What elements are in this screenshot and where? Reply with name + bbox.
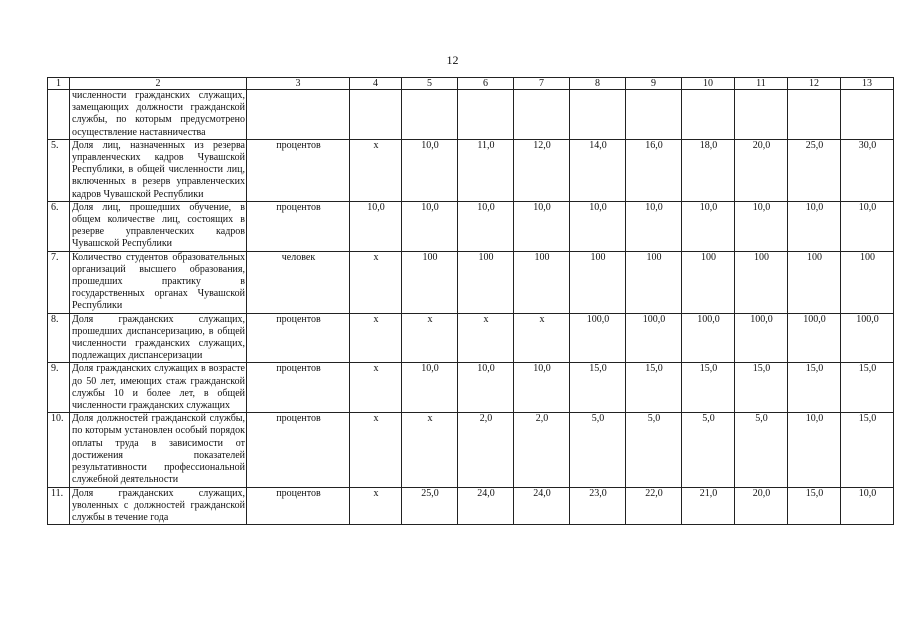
value-cell: 5,0: [682, 413, 735, 487]
value-cell: 10,0: [841, 487, 894, 525]
value-cell: [682, 90, 735, 140]
value-cell: 10,0: [458, 363, 514, 413]
table-body: [48, 78, 894, 525]
column-number-cell: 7: [514, 78, 570, 90]
value-cell: 11,0: [458, 139, 514, 201]
value-cell: 100: [841, 251, 894, 313]
value-cell: 100,0: [788, 313, 841, 363]
value-cell: 10,0: [788, 413, 841, 487]
value-cell: 100: [682, 251, 735, 313]
value-cell: x: [402, 313, 458, 363]
value-cell: 21,0: [682, 487, 735, 525]
column-number-cell: 2: [70, 78, 247, 90]
value-cell: [735, 90, 788, 140]
value-cell: 100: [514, 251, 570, 313]
table-row: [48, 201, 894, 251]
value-cell: 100: [788, 251, 841, 313]
value-cell: 10,0: [458, 201, 514, 251]
value-cell: 10,0: [841, 201, 894, 251]
row-number-cell: 6.: [48, 201, 70, 251]
unit-cell: процентов: [247, 139, 350, 201]
value-cell: 15,0: [841, 413, 894, 487]
value-cell: 10,0: [570, 201, 626, 251]
value-cell: 100: [458, 251, 514, 313]
value-cell: 10,0: [402, 201, 458, 251]
table-row: [48, 363, 894, 413]
row-number-cell: 11.: [48, 487, 70, 525]
value-cell: 15,0: [788, 363, 841, 413]
value-cell: 22,0: [626, 487, 682, 525]
value-cell: x: [350, 313, 402, 363]
row-number-cell: 7.: [48, 251, 70, 313]
value-cell: 15,0: [626, 363, 682, 413]
table-row: [48, 251, 894, 313]
value-cell: x: [402, 413, 458, 487]
row-number-cell: 8.: [48, 313, 70, 363]
value-cell: x: [350, 251, 402, 313]
column-number-cell: 10: [682, 78, 735, 90]
value-cell: 18,0: [682, 139, 735, 201]
value-cell: 100: [626, 251, 682, 313]
value-cell: 15,0: [841, 363, 894, 413]
column-number-cell: 6: [458, 78, 514, 90]
indicator-description-cell: численности гражданских служащих, замещающих должности гражданской службы, по которым предусмотрено осуществление наставничества: [70, 90, 247, 140]
value-cell: 100: [402, 251, 458, 313]
indicator-description-cell: Количество студентов образовательных организаций высшего образования, прошедших практику в государственных органах Чувашской Республики: [70, 251, 247, 313]
column-number-cell: 11: [735, 78, 788, 90]
value-cell: 30,0: [841, 139, 894, 201]
value-cell: 10,0: [402, 363, 458, 413]
indicator-description-cell: Доля лиц, назначенных из резерва управленческих кадров Чувашской Республики, в общей численности лиц, включенных в резерв управленческих кадров Чувашской Республики: [70, 139, 247, 201]
table-row: [48, 487, 894, 525]
unit-cell: процентов: [247, 487, 350, 525]
value-cell: 12,0: [514, 139, 570, 201]
row-number-cell: 9.: [48, 363, 70, 413]
value-cell: 2,0: [514, 413, 570, 487]
unit-cell: [247, 90, 350, 140]
row-number-cell: 10.: [48, 413, 70, 487]
value-cell: 5,0: [735, 413, 788, 487]
value-cell: 14,0: [570, 139, 626, 201]
value-cell: [788, 90, 841, 140]
value-cell: [570, 90, 626, 140]
value-cell: [402, 90, 458, 140]
table-row: [48, 313, 894, 363]
value-cell: 10,0: [735, 201, 788, 251]
column-number-cell: 12: [788, 78, 841, 90]
value-cell: 10,0: [350, 201, 402, 251]
unit-cell: процентов: [247, 363, 350, 413]
value-cell: 100,0: [735, 313, 788, 363]
row-number-cell: 5.: [48, 139, 70, 201]
value-cell: x: [350, 487, 402, 525]
value-cell: 15,0: [735, 363, 788, 413]
value-cell: [841, 90, 894, 140]
value-cell: [626, 90, 682, 140]
indicator-description-cell: Доля лиц, прошедших обучение, в общем количестве лиц, состоящих в резерве управленческих кадров Чувашской Республики: [70, 201, 247, 251]
value-cell: [458, 90, 514, 140]
table-row: [48, 413, 894, 487]
value-cell: 24,0: [458, 487, 514, 525]
value-cell: 5,0: [570, 413, 626, 487]
indicator-description-cell: Доля гражданских служащих в возрасте до 50 лет, имеющих стаж гражданской службы 10 и более лет, в общей численности гражданских служащих: [70, 363, 247, 413]
value-cell: [350, 90, 402, 140]
value-cell: 24,0: [514, 487, 570, 525]
value-cell: 15,0: [570, 363, 626, 413]
value-cell: 16,0: [626, 139, 682, 201]
value-cell: 5,0: [626, 413, 682, 487]
value-cell: 10,0: [788, 201, 841, 251]
column-number-cell: 5: [402, 78, 458, 90]
value-cell: 15,0: [788, 487, 841, 525]
value-cell: 10,0: [514, 363, 570, 413]
value-cell: 100,0: [682, 313, 735, 363]
value-cell: x: [458, 313, 514, 363]
column-number-row: [48, 78, 894, 90]
row-number-cell: [48, 90, 70, 140]
column-number-cell: 1: [48, 78, 70, 90]
value-cell: 2,0: [458, 413, 514, 487]
value-cell: 10,0: [682, 201, 735, 251]
page-number: 12: [446, 53, 459, 67]
column-number-cell: 9: [626, 78, 682, 90]
indicator-description-cell: Доля гражданских служащих, уволенных с должностей гражданской службы в течение года: [70, 487, 247, 525]
value-cell: 20,0: [735, 487, 788, 525]
column-number-cell: 4: [350, 78, 402, 90]
value-cell: 100: [570, 251, 626, 313]
unit-cell: человек: [247, 251, 350, 313]
value-cell: x: [350, 139, 402, 201]
value-cell: x: [350, 413, 402, 487]
value-cell: 10,0: [626, 201, 682, 251]
indicator-description-cell: Доля должностей гражданской службы, по которым установлен особый порядок оплаты труда в зависимости от достижения показателей результативности профессиональной служебной деятельности: [70, 413, 247, 487]
table-row: [48, 90, 894, 140]
unit-cell: процентов: [247, 413, 350, 487]
value-cell: 100,0: [570, 313, 626, 363]
column-number-cell: 3: [247, 78, 350, 90]
value-cell: 23,0: [570, 487, 626, 525]
value-cell: 25,0: [788, 139, 841, 201]
unit-cell: процентов: [247, 313, 350, 363]
value-cell: 100,0: [626, 313, 682, 363]
column-number-cell: 13: [841, 78, 894, 90]
value-cell: 100: [735, 251, 788, 313]
column-number-cell: 8: [570, 78, 626, 90]
value-cell: x: [514, 313, 570, 363]
value-cell: 15,0: [682, 363, 735, 413]
indicators-table: [47, 77, 894, 525]
unit-cell: процентов: [247, 201, 350, 251]
value-cell: 25,0: [402, 487, 458, 525]
indicator-description-cell: Доля гражданских служащих, прошедших диспансеризацию, в общей численности гражданских служащих, подлежащих диспансеризации: [70, 313, 247, 363]
value-cell: x: [350, 363, 402, 413]
value-cell: 100,0: [841, 313, 894, 363]
value-cell: 10,0: [514, 201, 570, 251]
table-row: [48, 139, 894, 201]
value-cell: [514, 90, 570, 140]
value-cell: 20,0: [735, 139, 788, 201]
value-cell: 10,0: [402, 139, 458, 201]
